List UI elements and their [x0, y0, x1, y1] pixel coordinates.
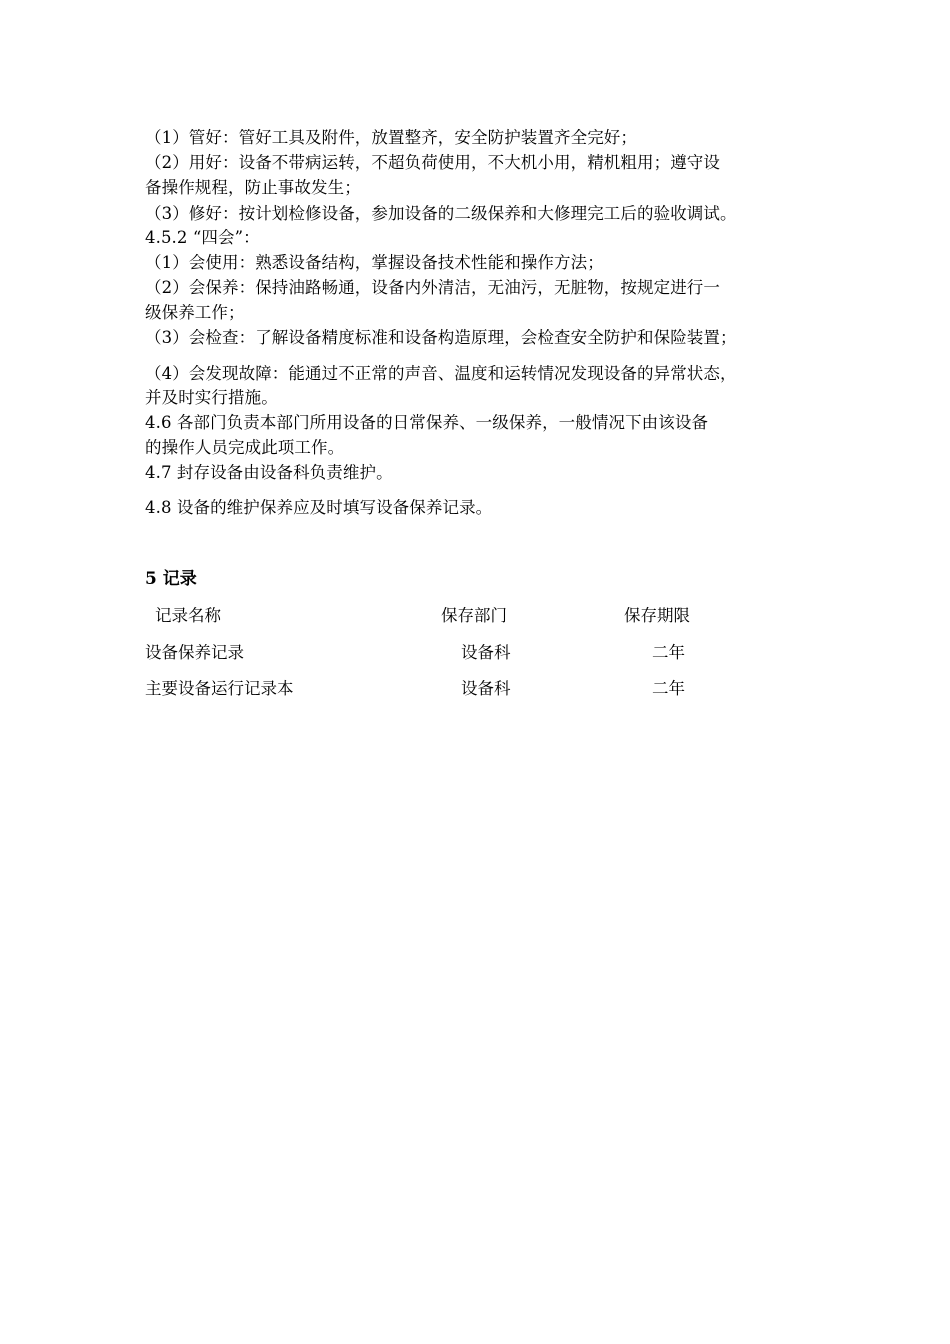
table-header-cell: 记录名称: [155, 606, 221, 625]
text-line: （2）会保养：保持油路畅通，设备内外清洁，无油污，无脏物，按规定进行一: [145, 278, 720, 297]
text-line: （1）管好：管好工具及附件，放置整齐，安全防护装置齐全完好；: [145, 128, 637, 147]
table-header-cell: 保存期限: [624, 606, 690, 625]
table-cell: 设备科: [461, 643, 511, 662]
text-line: 4.8 设备的维护保养应及时填写设备保养记录。: [145, 498, 493, 517]
text-line: （3）修好：按计划检修设备，参加设备的二级保养和大修理完工后的验收调试。: [145, 204, 737, 223]
table-cell: 二年: [652, 643, 685, 662]
text-line: （4）会发现故障：能通过不正常的声音、温度和运转情况发现设备的异常状态，: [145, 364, 737, 383]
text-line: 4.7 封存设备由设备科负责维护。: [145, 463, 393, 482]
text-line: （2）用好：设备不带病运转，不超负荷使用，不大机小用，精机粗用；遵守设: [145, 153, 720, 172]
section-heading: 5 记录: [145, 569, 197, 589]
table-cell: 设备保养记录: [145, 643, 244, 662]
text-line: （1）会使用：熟悉设备结构，掌握设备技术性能和操作方法；: [145, 253, 604, 272]
table-cell: 设备科: [461, 679, 511, 698]
text-line: 并及时实行措施。: [145, 388, 278, 407]
text-line: 备操作规程，防止事故发生；: [145, 178, 361, 197]
text-line: （3）会检查：了解设备精度标准和设备构造原理，会检查安全防护和保险装置；: [145, 328, 737, 347]
text-line: 级保养工作；: [145, 303, 245, 322]
table-cell: 主要设备运行记录本: [145, 679, 294, 698]
text-line: 4.6 各部门负责本部门所用设备的日常保养、一级保养，一般情况下由该设备: [145, 413, 709, 432]
text-line: 的操作人员完成此项工作。: [145, 438, 345, 457]
text-line: 4.5.2 “四会”：: [145, 228, 260, 247]
table-cell: 二年: [652, 679, 685, 698]
table-header-cell: 保存部门: [441, 606, 507, 625]
